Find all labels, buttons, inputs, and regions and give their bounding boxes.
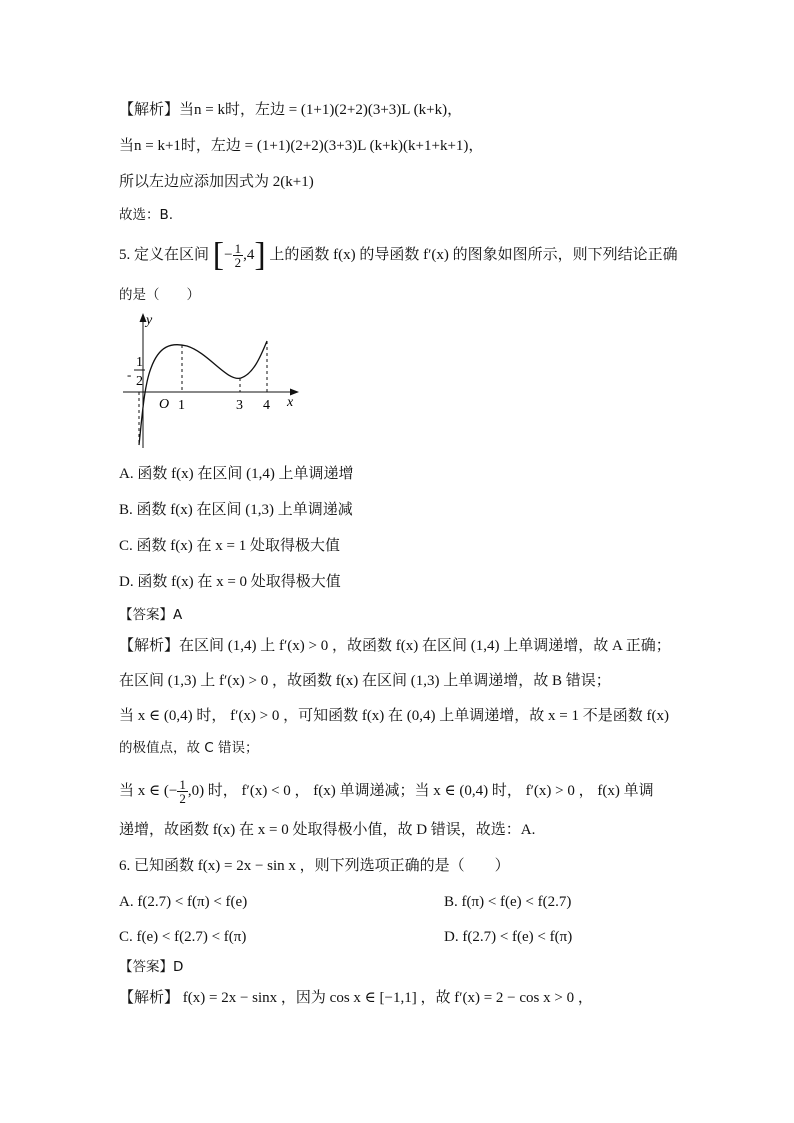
derivative-graph bbox=[119, 306, 309, 456]
x-axis-label: x bbox=[287, 395, 294, 410]
q5-l5-a: 当 x ∈ (− bbox=[119, 782, 178, 799]
q5-l5-b: ,0) 时， f′(x) < 0 ， f(x) 单调递减；当 x ∈ (0,4) 时， f′(x) > 0 ， f(x) 单调 bbox=[187, 782, 654, 799]
prev-analysis-line2: 当n = k+1时，左边 = (1+1)(2+2)(3+3)L (k+k)(k+1+k+1)， bbox=[119, 138, 484, 154]
q6-option-c: C. f(e) < f(2.7) < f(π) bbox=[119, 929, 247, 945]
y-tick-minus: - bbox=[127, 367, 132, 382]
y-tick-den: 2 bbox=[136, 374, 143, 389]
q5-l5-den: 2 bbox=[179, 791, 186, 806]
q5-option-a: A. 函数 f(x) 在区间 (1,4) 上单调递增 bbox=[119, 466, 354, 482]
prev-analysis-line1: 【解析】当n = k时，左边 = (1+1)(2+2)(3+3)L (k+k)， bbox=[119, 102, 463, 118]
q6-answer: 【答案】D bbox=[119, 959, 184, 975]
q5-analysis-l3: 当 x ∈ (0,4) 时， f′(x) > 0 ，可知函数 f(x) 在 (0,4) 上单调递增，故 x = 1 不是函数 f(x) bbox=[119, 708, 669, 724]
x-tick-3: 3 bbox=[236, 398, 243, 413]
q5-analysis-l1: 【解析】在区间 (1,4) 上 f′(x) > 0 ，故函数 f(x) 在区间 (1,4) 上单调递增，故 A 正确； bbox=[119, 638, 671, 654]
x-tick-4: 4 bbox=[263, 398, 270, 413]
origin-label: O bbox=[159, 397, 170, 412]
q5-analysis-l2: 在区间 (1,3) 上 f′(x) > 0 ，故函数 f(x) 在区间 (1,3) 上单调递增，故 B 错误； bbox=[119, 673, 611, 689]
q6-option-d: D. f(2.7) < f(e) < f(π) bbox=[444, 929, 573, 945]
q6-option-a: A. f(2.7) < f(π) < f(e) bbox=[119, 894, 248, 910]
q5-stem bbox=[119, 236, 678, 274]
q5-right-bracket: ] bbox=[254, 236, 266, 274]
q5-stem-c: 的是（ ） bbox=[119, 287, 200, 303]
q5-stem-b: 上的函数 f(x) 的导函数 f′(x) 的图象如图所示，则下列结论正确 bbox=[269, 246, 678, 263]
q5-analysis-l4: 的极值点，故 C 错误； bbox=[119, 740, 259, 756]
q5-interval-minus: − bbox=[224, 246, 233, 263]
q6-analysis: 【解析】 f(x) = 2x − sinx ，因为 cos x ∈ [−1,1] ，故 f′(x) = 2 − cos x > 0 ， bbox=[119, 990, 593, 1006]
q5-analysis-l6: 递增，故函数 f(x) 在 x = 0 处取得极小值，故 D 错误，故选：A. bbox=[119, 822, 536, 838]
q5-l5-num: 1 bbox=[179, 777, 186, 792]
q5-option-b: B. 函数 f(x) 在区间 (1,3) 上单调递减 bbox=[119, 502, 353, 518]
q5-option-c: C. 函数 f(x) 在 x = 1 处取得极大值 bbox=[119, 538, 340, 554]
q5-answer: 【答案】A bbox=[119, 607, 183, 623]
q5-analysis-l5 bbox=[119, 778, 654, 805]
q5-interval-fraction bbox=[233, 242, 244, 269]
q5-l5-fraction bbox=[177, 778, 188, 805]
x-tick-1: 1 bbox=[178, 398, 185, 413]
q5-frac-den: 2 bbox=[234, 255, 242, 270]
derivative-curve bbox=[139, 341, 267, 445]
q5-interval-right: ,4 bbox=[243, 246, 255, 263]
prev-conclusion: 故选：B. bbox=[119, 207, 174, 223]
q5-stem-a: 5. 定义在区间 bbox=[119, 246, 210, 263]
q5-option-d: D. 函数 f(x) 在 x = 0 处取得极大值 bbox=[119, 574, 341, 590]
q6-option-b: B. f(π) < f(e) < f(2.7) bbox=[444, 894, 572, 910]
prev-analysis-line3: 所以左边应添加因式为 2(k+1) bbox=[119, 174, 314, 190]
y-tick-num: 1 bbox=[136, 355, 143, 370]
y-axis-label: y bbox=[146, 313, 153, 328]
q5-frac-num: 1 bbox=[234, 241, 242, 256]
q6-stem: 6. 已知函数 f(x) = 2x − sin x ，则下列选项正确的是（ ） bbox=[119, 858, 510, 874]
q5-left-bracket: [ bbox=[212, 236, 225, 274]
